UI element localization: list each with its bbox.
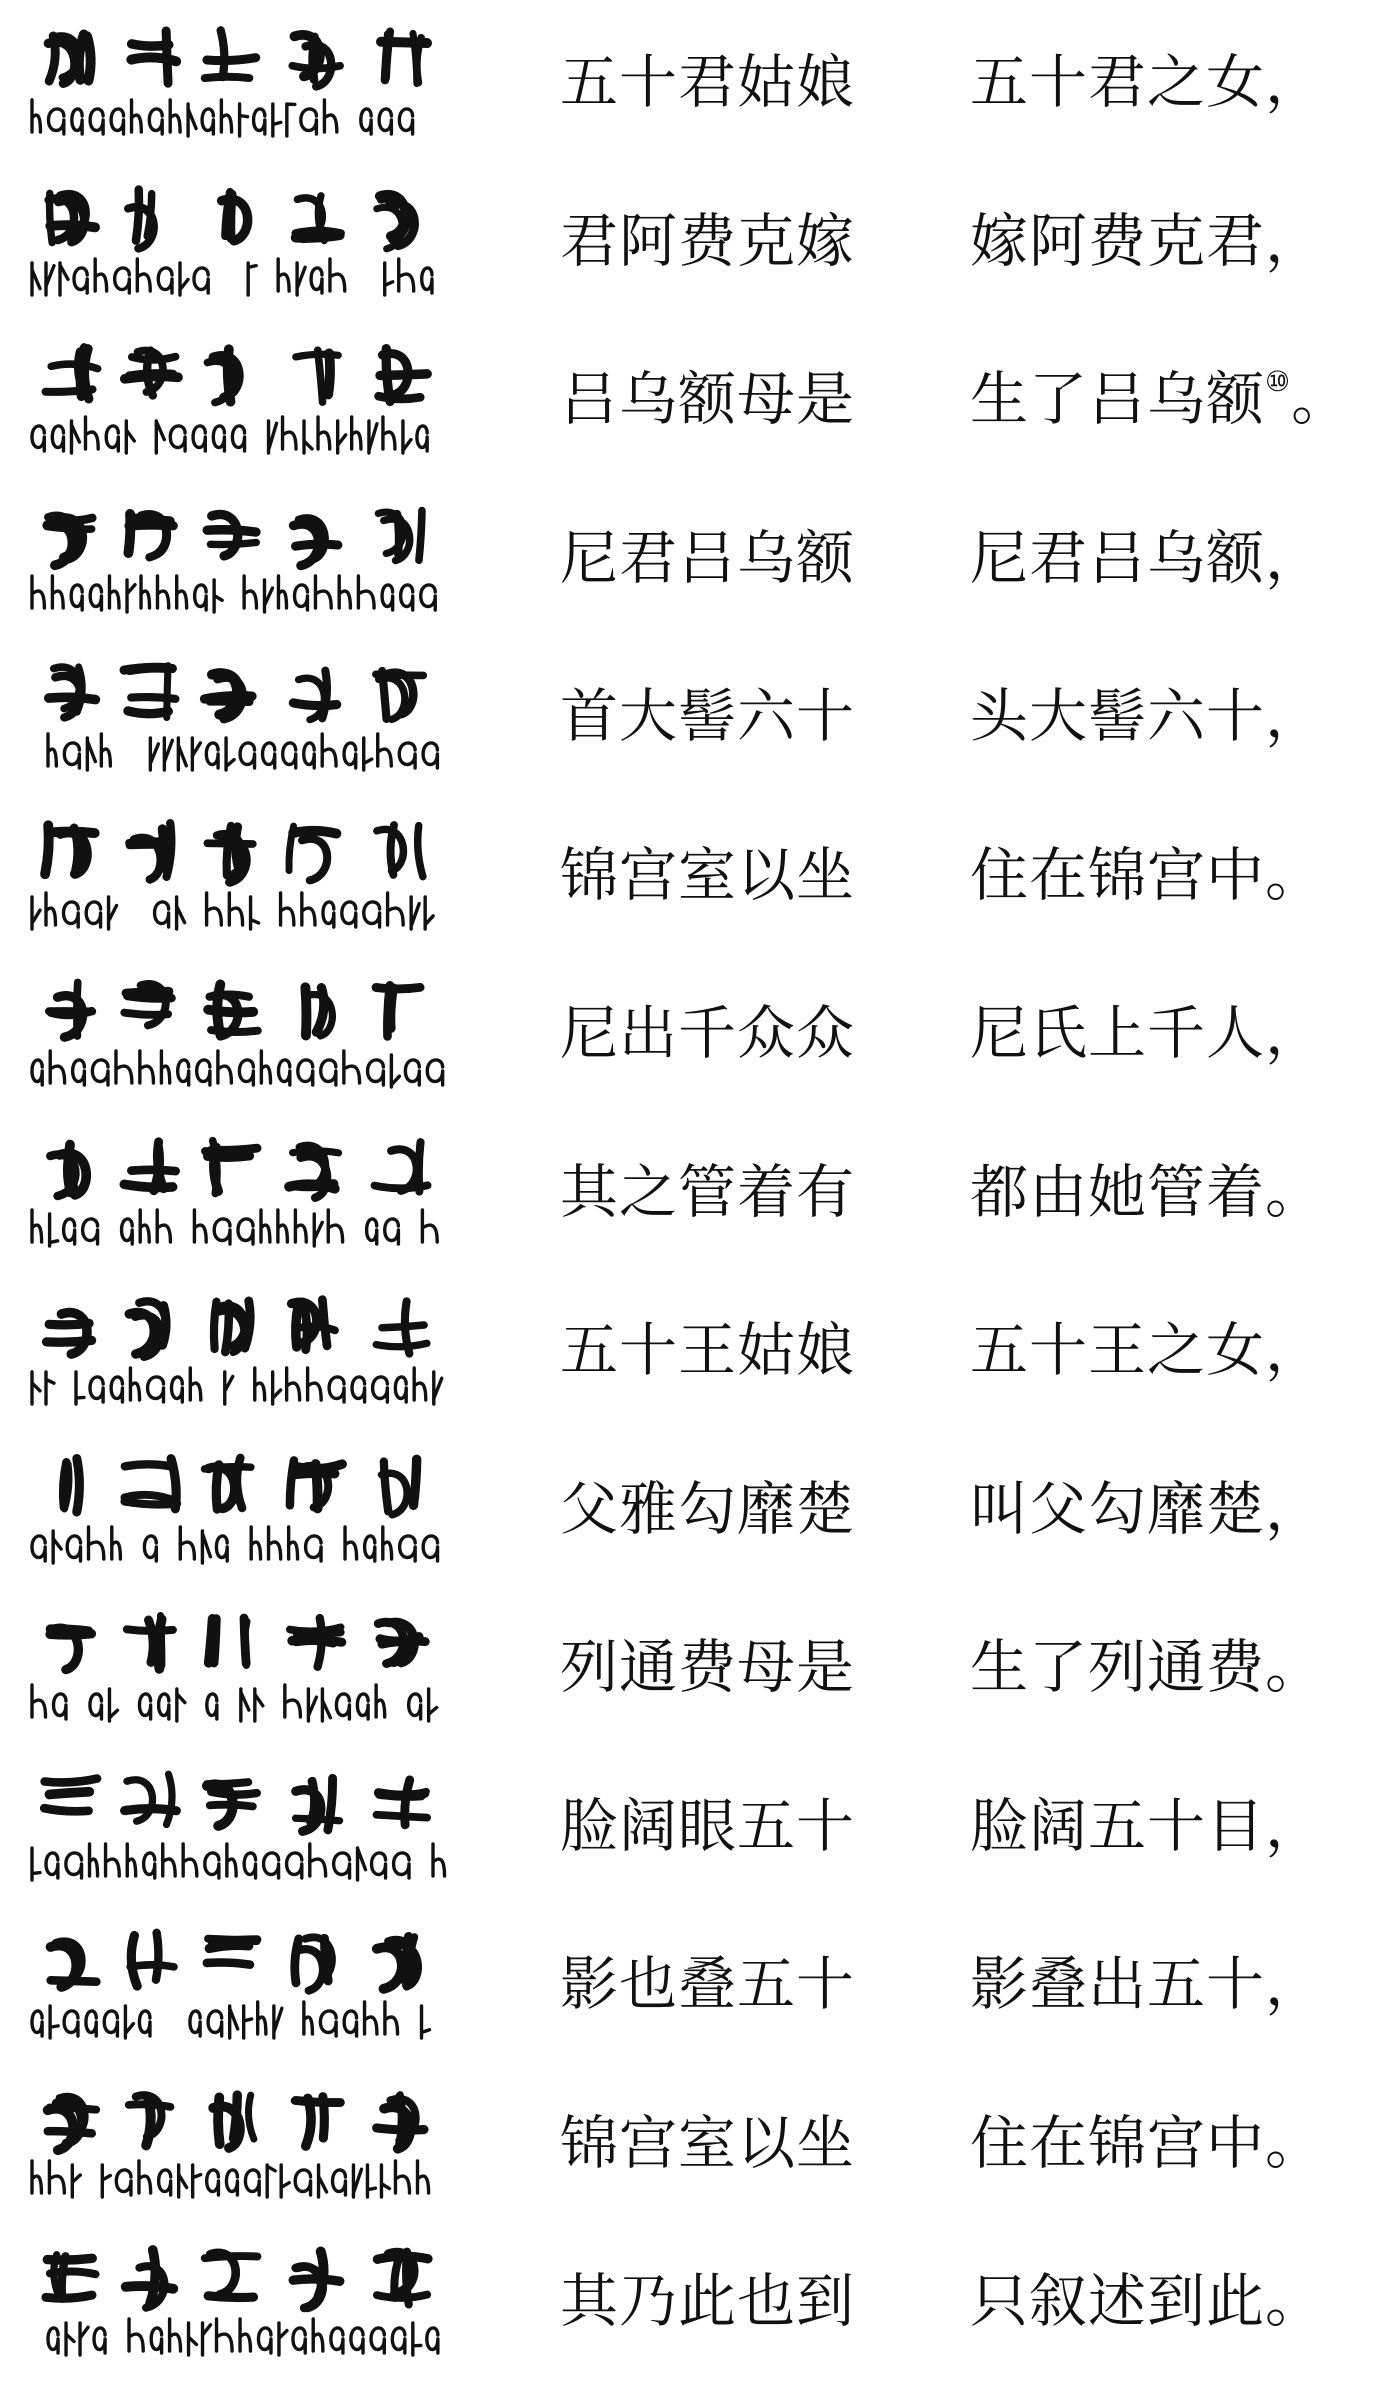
handwritten-script: [30, 1437, 450, 1595]
script-glyph: [305, 987, 332, 1036]
script-glyph: [204, 1458, 250, 1509]
handwritten-script: [30, 1912, 450, 2070]
translation-text: 生了吕乌额: [970, 365, 1266, 433]
translation-text: 影叠出五十，: [970, 1950, 1325, 2018]
literal-gloss: 列通费母是: [560, 1633, 856, 1701]
script-glyph: [124, 1459, 177, 1509]
free-translation: [970, 1310, 1370, 1390]
free-translation: [970, 835, 1370, 915]
script-glyph: [376, 671, 423, 719]
script-image: [30, 486, 450, 644]
free-translation: [970, 676, 1370, 756]
script-glyph: [124, 666, 175, 718]
script-glyph: [125, 1774, 177, 1824]
verse-row: [0, 169, 1379, 327]
script-glyph: [291, 1300, 335, 1350]
script-glyph: [128, 189, 154, 248]
script-image: [30, 644, 450, 802]
free-translation: [970, 1944, 1370, 2024]
free-translation: [970, 1152, 1370, 1232]
script-glyph: [129, 2095, 171, 2145]
free-translation: [970, 359, 1370, 439]
script-glyph: [377, 1937, 418, 1989]
literal-gloss: 君阿费克嫁: [560, 207, 856, 275]
script-glyph: [63, 1459, 79, 1512]
free-translation: [970, 1786, 1370, 1866]
literal-gloss: 锦宫室以坐: [560, 841, 856, 909]
script-glyph: [290, 1618, 342, 1667]
free-translation: [970, 518, 1370, 598]
script-glyph: [205, 30, 256, 78]
script-glyph: [290, 1460, 342, 1508]
script-glyph: [296, 350, 338, 402]
script-glyph: [378, 1622, 425, 1664]
handwritten-script: [30, 1278, 450, 1436]
script-glyph: [222, 192, 248, 241]
handwritten-script: [30, 2071, 450, 2229]
script-glyph: [129, 823, 171, 879]
verse-row: [0, 1437, 1379, 1595]
script-glyph: [129, 1301, 166, 1356]
phonetic-transcription: [48, 734, 437, 770]
script-glyph: [377, 2252, 428, 2305]
script-glyph: [381, 1459, 416, 1514]
script-glyph: [207, 1782, 257, 1826]
handwritten-script: [30, 644, 450, 802]
free-translation: [970, 2103, 1370, 2183]
script-image: [30, 1437, 450, 1595]
script-glyph: [128, 514, 173, 557]
phonetic-transcription: [32, 1210, 437, 1246]
verse-row: [0, 327, 1379, 485]
script-glyph: [126, 2250, 174, 2308]
script-image: [30, 1278, 450, 1436]
verse-row: [0, 1595, 1379, 1753]
phonetic-transcription: [32, 1051, 443, 1087]
script-image: [30, 961, 450, 1119]
verse-row: [0, 961, 1379, 1119]
literal-gloss: 五十王姑娘: [560, 1316, 856, 1384]
phonetic-transcription: [32, 2161, 429, 2197]
script-glyph: [46, 2255, 96, 2299]
translation-text: 住在锦宫中。: [970, 841, 1325, 909]
handwritten-script: [30, 1120, 450, 1278]
translation-text: 尼君吕乌额，: [970, 524, 1325, 592]
verse-row: [0, 2071, 1379, 2229]
script-glyph: [292, 35, 340, 87]
script-glyph: [44, 1779, 97, 1812]
script-glyph: [376, 1780, 427, 1825]
phonetic-transcription: [32, 1527, 438, 1563]
handwritten-script: [30, 2229, 450, 2387]
script-glyph: [207, 514, 256, 555]
script-glyph: [296, 1778, 340, 1831]
verse-row: [0, 1754, 1379, 1912]
script-glyph: [124, 984, 171, 1025]
translation-text: 生了列通费。: [970, 1633, 1325, 1701]
script-glyph: [378, 511, 422, 561]
script-glyph: [214, 1301, 250, 1353]
script-glyph: [289, 826, 336, 880]
translation-text: 住在锦宫中。: [970, 2109, 1325, 2177]
literal-gloss: 锦宫室以坐: [560, 2109, 856, 2177]
literal-gloss: 尼出千众众: [560, 999, 856, 1067]
phonetic-transcription: [32, 259, 432, 295]
translation-text: 都由她管着。: [970, 1158, 1325, 1226]
script-glyph: [49, 982, 92, 1037]
script-glyph: [205, 673, 252, 719]
script-glyph: [209, 1618, 247, 1665]
script-glyph: [208, 984, 258, 1036]
verse-row: [0, 644, 1379, 802]
literal-gloss: 首大髻六十: [560, 682, 856, 750]
literal-gloss: 脸阔眼五十: [560, 1792, 856, 1860]
free-translation: [970, 1627, 1370, 1707]
script-glyph: [377, 2095, 424, 2149]
handwritten-script: [30, 803, 450, 961]
script-image: [30, 327, 450, 485]
script-glyph: [377, 825, 423, 876]
verse-row: [0, 803, 1379, 961]
literal-gloss: 吕乌额母是: [560, 365, 856, 433]
script-glyph: [295, 1937, 332, 1990]
script-glyph: [48, 34, 90, 83]
script-glyph: [130, 1933, 174, 1986]
literal-gloss: 父雅勾靡楚: [560, 1475, 856, 1543]
literal-gloss: 影也叠五十: [560, 1950, 856, 2018]
script-glyph: [381, 31, 427, 83]
script-glyph: [293, 2251, 340, 2308]
handwritten-script: [30, 10, 450, 168]
handwritten-script: [30, 961, 450, 1119]
verse-row: [0, 1278, 1379, 1436]
phonetic-transcription: [32, 1368, 442, 1404]
translation-text: 嫁阿费克君，: [970, 207, 1325, 275]
script-glyph: [205, 2253, 258, 2298]
footnote-marker: ⑩: [1265, 365, 1292, 398]
script-glyph: [207, 826, 252, 882]
translation-text: 尼氏上千人，: [970, 999, 1325, 1067]
script-image: [30, 1912, 450, 2070]
script-image: [30, 1595, 450, 1753]
script-glyph: [376, 1301, 427, 1353]
translation-text: 脸阔五十目，: [970, 1792, 1325, 1860]
translation-text: 五十君之女，: [970, 48, 1325, 116]
free-translation: [970, 993, 1370, 1073]
literal-gloss: 五十君姑娘: [560, 48, 856, 116]
verse-row: [0, 10, 1379, 168]
handwritten-script: [30, 327, 450, 485]
script-glyph: [205, 1141, 257, 1194]
script-glyph: [124, 1142, 175, 1191]
script-glyph: [293, 518, 337, 565]
script-glyph: [50, 1145, 86, 1196]
translation-punctuation: 。: [1291, 365, 1351, 433]
script-image: [30, 10, 450, 168]
free-translation: [970, 2261, 1370, 2341]
handwritten-script: [30, 1754, 450, 1912]
script-glyph: [207, 1939, 257, 1965]
literal-gloss: 其乃此也到: [560, 2267, 856, 2335]
phonetic-transcription: [32, 417, 427, 453]
phonetic-transcription: [32, 893, 433, 929]
handwritten-script: [30, 486, 450, 644]
free-translation: [970, 201, 1370, 281]
script-glyph: [131, 31, 176, 83]
script-glyph: [289, 1146, 338, 1198]
script-glyph: [51, 1942, 97, 1987]
script-image: [30, 169, 450, 327]
script-glyph: [293, 671, 336, 720]
verse-row: [0, 1912, 1379, 2070]
translation-text: 五十王之女，: [970, 1316, 1325, 1384]
script-image: [30, 1754, 450, 1912]
verse-row: [0, 486, 1379, 644]
script-glyph: [47, 516, 92, 566]
literal-gloss: 其之管着有: [560, 1158, 856, 1226]
phonetic-transcription: [32, 100, 413, 136]
script-glyph: [47, 1313, 92, 1354]
phonetic-transcription: [32, 1685, 437, 1721]
literal-gloss: 尼君吕乌额: [560, 524, 856, 592]
phonetic-transcription: [32, 1844, 445, 1880]
translation-text: 叫父勾靡楚，: [970, 1475, 1325, 1543]
script-image: [30, 2071, 450, 2229]
free-translation: [970, 1469, 1370, 1549]
script-glyph: [376, 985, 420, 1036]
script-glyph: [48, 2096, 96, 2150]
script-glyph: [294, 2097, 340, 2146]
handwritten-script: [30, 1595, 450, 1753]
script-glyph: [49, 193, 95, 242]
verse-row: [0, 1120, 1379, 1278]
phonetic-transcription: [32, 576, 435, 612]
script-glyph: [45, 348, 97, 399]
translation-text: 头大髻六十，: [970, 682, 1325, 750]
free-translation: [970, 42, 1370, 122]
script-glyph: [45, 825, 95, 874]
script-image: [30, 2229, 450, 2387]
script-image: [30, 1120, 450, 1278]
script-glyph: [127, 1616, 173, 1669]
script-glyph: [208, 349, 239, 402]
script-glyph: [50, 1628, 91, 1669]
script-glyph: [377, 195, 415, 249]
phonetic-transcription: [32, 2002, 430, 2038]
script-glyph: [379, 349, 428, 402]
script-glyph: [49, 667, 96, 717]
translation-text: 只叙述到此。: [970, 2267, 1325, 2335]
phonetic-transcription: [48, 2319, 438, 2355]
script-image: [30, 803, 450, 961]
script-glyph: [213, 2095, 254, 2148]
script-glyph: [125, 351, 178, 396]
script-glyph: [295, 196, 341, 241]
verse-row: [0, 2229, 1379, 2387]
handwritten-script: [30, 169, 450, 327]
script-glyph: [375, 1142, 428, 1191]
